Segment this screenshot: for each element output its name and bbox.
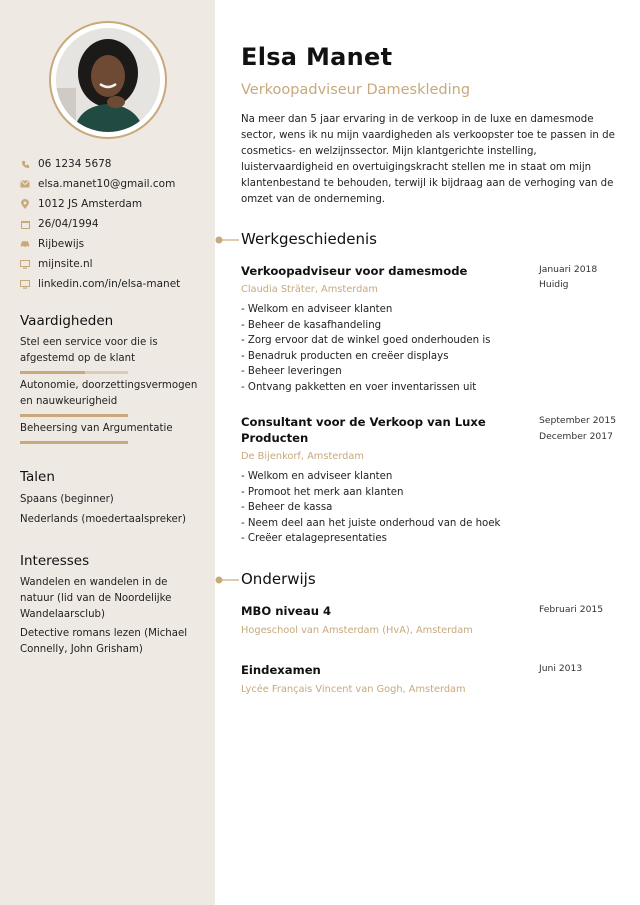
education-school: Lycée Français Vincent van Gogh, Amsterdam (241, 684, 466, 695)
skill-level-bar (20, 441, 128, 444)
skill-level-bar (20, 414, 128, 417)
job-title: Verkoopadviseur voor damesmode (241, 264, 468, 278)
skill-level-fill (20, 441, 128, 444)
email-icon (20, 179, 30, 189)
car-icon (20, 239, 30, 249)
job-duty-item: - Beheer de kasafhandeling (241, 318, 490, 334)
languages-heading: Talen (20, 469, 55, 485)
skill-item (20, 421, 200, 444)
job-duty-item: - Promoot het merk aan klanten (241, 485, 500, 501)
website-icon (20, 259, 30, 269)
candidate-role: Verkoopadviseur Dameskleding (241, 82, 471, 98)
interest-item: Wandelen en wandelen in de natuur (lid van de Noordelijke Wandelaarsclub) (20, 577, 172, 620)
contact-list (20, 154, 180, 294)
language-item: Nederlands (moedertaalspreker) (20, 514, 186, 525)
calendar-icon (20, 219, 30, 229)
skill-level-fill (20, 371, 85, 374)
interests-heading: Interesses (20, 553, 90, 569)
job-date-end: Huidig (539, 279, 569, 290)
language-item: Spaans (beginner) (20, 494, 114, 505)
job-employer: Claudia Sträter, Amsterdam (241, 284, 378, 295)
job-duty-item: - Welkom en adviseer klanten (241, 469, 500, 485)
education-title: Eindexamen (241, 663, 321, 677)
skill-label: Beheersing van Argumentatie (20, 423, 173, 434)
job-duty-item: - Beheer de kassa (241, 500, 500, 516)
job-date-start: Januari 2018 (539, 264, 598, 275)
phone-icon (20, 159, 30, 169)
job-duty-item: - Creëer etalagepresentaties (241, 531, 500, 547)
skill-label: Stel een service voor die is afgestemd op de klant (20, 337, 158, 364)
skill-level-fill (20, 414, 128, 417)
contact-linkedin[interactable]: linkedin.com/in/elsa-manet (20, 274, 180, 294)
job-duties (241, 469, 500, 547)
contact-birthdate: 26/04/1994 (20, 214, 180, 234)
contact-website[interactable]: mijnsite.nl (20, 254, 180, 274)
candidate-name: Elsa Manet (241, 43, 393, 71)
contact-email[interactable]: elsa.manet10@gmail.com (20, 174, 180, 194)
contact-location: 1012 JS Amsterdam (20, 194, 180, 214)
interest-item: Detective romans lezen (Michael Connelly, John Grisham) (20, 628, 188, 655)
work-heading: Werkgeschiedenis (241, 230, 377, 248)
skill-item (20, 378, 200, 417)
job-title: Consultant voor de Verkoop van Luxe Producten (241, 415, 486, 445)
education-title: MBO niveau 4 (241, 604, 332, 618)
job-duty-item: - Ontvang pakketten en voer inventarissen uit (241, 380, 490, 396)
linkedin-icon (20, 279, 30, 289)
intro-text: Na meer dan 5 jaar ervaring in de verkoop in de luxe en damesmode sector, wens ik nu mijn vaardigheden als verkoopster toe te passen in de cosmetics- en welzijnssector. Mijn klantgerichte instelling, luistervaardigheid en overtuigingskracht stellen me in staat om mijn klantenbestand te behouden, terwijl ik bijdraag aan de verhoging van de omzet van de onderneming. (241, 114, 615, 205)
job-employer: De Bijenkorf, Amsterdam (241, 451, 364, 462)
profile-photo (56, 28, 160, 132)
section-marker-icon (215, 236, 241, 244)
location-icon (20, 199, 30, 209)
contact-license: Rijbewijs (20, 234, 180, 254)
job-duties (241, 302, 490, 396)
job-duty-item: - Neem deel aan het juiste onderhoud van de hoek (241, 516, 500, 532)
education-date: Februari 2015 (539, 604, 604, 615)
skill-level-bar (20, 371, 128, 374)
job-duty-item: - Benadruk producten en creëer displays (241, 349, 490, 365)
job-duty-item: - Welkom en adviseer klanten (241, 302, 490, 318)
job-date-start: September 2015 (539, 415, 617, 426)
education-school: Hogeschool van Amsterdam (HvA), Amsterdam (241, 625, 473, 636)
skill-label: Autonomie, doorzettingsvermogen en nauwkeurigheid (20, 380, 198, 407)
education-date: Juni 2013 (539, 663, 583, 674)
profile-photo-frame (49, 21, 167, 139)
skill-item (20, 335, 200, 374)
job-duty-item: - Beheer leveringen (241, 364, 490, 380)
job-duty-item: - Zorg ervoor dat de winkel goed onderhouden is (241, 333, 490, 349)
section-marker-icon (215, 576, 241, 584)
skills-heading: Vaardigheden (20, 313, 114, 329)
contact-phone: 06 1234 5678 (20, 154, 180, 174)
job-date-end: December 2017 (539, 431, 613, 442)
education-heading: Onderwijs (241, 570, 316, 588)
